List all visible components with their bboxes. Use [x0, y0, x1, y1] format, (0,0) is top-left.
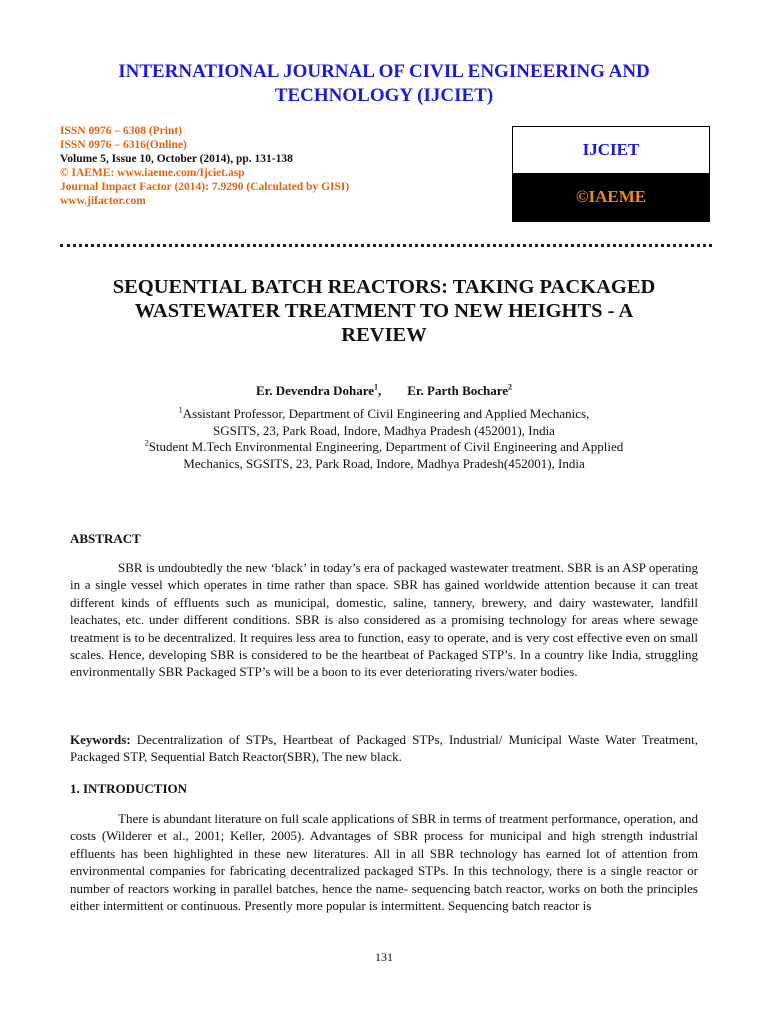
journal-meta — [60, 124, 349, 208]
author-1: Er. Devendra Dohare — [255, 383, 375, 398]
issn-print: ISSN 0976 – 6308 (Print) — [60, 125, 183, 137]
abstract-heading: ABSTRACT — [70, 531, 141, 546]
paper-title-line1: SEQUENTIAL BATCH REACTORS: TAKING PACKAGED — [112, 276, 656, 298]
volume-info: Volume 5, Issue 10, October (2014), pp. 131-138 — [60, 153, 293, 165]
introduction-heading: 1. INTRODUCTION — [70, 781, 188, 796]
author-separator: , — [378, 383, 382, 398]
badge-iaeme: ©IAEME — [513, 173, 709, 221]
affiliation-1-sup: 1 — [178, 405, 183, 415]
paper-title-line3: REVIEW — [341, 324, 427, 346]
affiliation-1-text: Assistant Professor, Department of Civil Engineering and Applied Mechanics, — [182, 406, 590, 421]
affiliation-2-line2: Mechanics, SGSITS, 23, Park Road, Indore, Madhya Pradesh(452001), India — [183, 455, 585, 471]
author-2-sup: 2 — [508, 382, 513, 392]
author-1-sup: 1 — [374, 382, 379, 392]
journal-website: © IAEME: www.iaeme.com/Ijciet.asp — [60, 167, 245, 179]
affiliation-2-line1 — [60, 439, 708, 456]
journal-title-line1: INTERNATIONAL JOURNAL OF CIVIL ENGINEERING AND — [118, 61, 650, 82]
authors — [60, 383, 708, 399]
impact-factor: Journal Impact Factor (2014): 7.9290 (Calculated by GISI) — [60, 181, 350, 193]
affiliation-2-sup: 2 — [144, 438, 149, 448]
journal-title-line2: TECHNOLOGY (IJCIET) — [274, 85, 494, 106]
affiliations — [60, 406, 708, 472]
badge-ijciet: IJCIET — [513, 127, 709, 173]
paper-title-line2: WASTEWATER TREATMENT TO NEW HEIGHTS - A — [134, 300, 634, 322]
affiliation-1-line1 — [60, 406, 708, 423]
affiliation-2-text: Student M.Tech Environmental Engineering, Department of Civil Engineering and Applied — [148, 439, 624, 454]
journal-badge — [512, 126, 710, 222]
abstract-text: SBR is undoubtedly the new ‘black’ in today’s era of packaged wastewater treatment. SBR is an ASP operating in a single vessel which operates in time rather than space. SBR has gained worldwide attention because it can treat different kinds of effluents such as municipal, domestic, saline, tannery, brewery, and dairy wastewater, landfill leachates, etc. under different conditions. SBR is also considered as a promising technology for areas where sewage treatment is to be decentralized. It requires less area to function, easy to operate, and is very cost effective even on small scales. Hence, developing SBR is considered to be the heartbeat of Packaged STP’s. In a country like India, struggling environmentally SBR Packaged STP’s will be a boon to its ever deteriorating rivers/water bodies. — [70, 560, 698, 680]
keywords-label: Keywords: — [70, 732, 131, 747]
keywords-text: Decentralization of STPs, Heartbeat of Packaged STPs, Industrial/ Municipal Waste Water Treatment, Packaged STP, Sequential Batch Reactor(SBR), The new black. — [70, 732, 698, 765]
dotted-divider — [60, 244, 712, 247]
affiliation-1-line2: SGSITS, 23, Park Road, Indore, Madhya Pradesh (452001), India — [213, 422, 555, 438]
introduction-text: There is abundant literature on full scale applications of SBR in terms of treatment performance, operation, and costs (Wilderer et al., 2001; Keller, 2005). Advantages of SBR process for municipal and high strength industrial effluents has been highlighted in these new literatures. All in all SBR technology has earned lot of attention from environmental companies for fabricating decentralized packaged STPs. In this technology, there is a single reactor or number of reactors working in parallel batches, hence the name- sequencing batch reactor, works on both the principles either intermittent or continuous. Presently more popular is intermittent. Sequencing batch reactor is — [70, 811, 698, 914]
keywords — [70, 731, 698, 766]
journal-title — [40, 60, 728, 108]
issn-online: ISSN 0976 – 6316(Online) — [60, 139, 187, 151]
paper-title — [60, 275, 708, 347]
page-number: 131 — [375, 950, 393, 964]
author-2: Er. Parth Bochare — [407, 383, 509, 398]
jifactor-link: www.jifactor.com — [60, 195, 146, 207]
